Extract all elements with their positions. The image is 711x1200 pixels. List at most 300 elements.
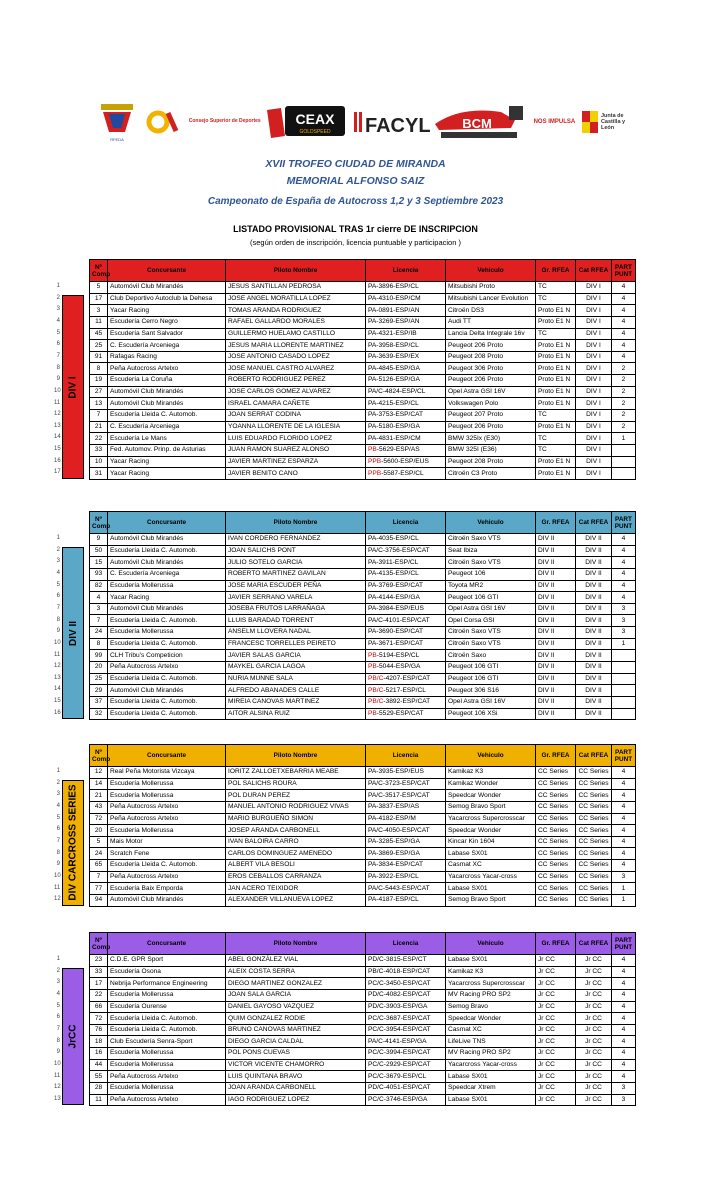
column-header: Nº Comp	[90, 512, 108, 534]
category: DIV I	[576, 316, 612, 328]
driver-name: JAVIER SERRANO VARELA	[226, 592, 366, 604]
license	[366, 421, 446, 433]
row-index: 12	[54, 1084, 61, 1091]
comp-number: 33	[90, 444, 108, 456]
license	[366, 966, 446, 978]
column-header: Nº Comp	[90, 260, 108, 282]
participations	[612, 673, 636, 685]
row-index: 9	[56, 628, 60, 635]
column-header: Piloto Nombre	[226, 512, 366, 534]
license-code: PA-4845-ESP/GA	[368, 364, 420, 372]
driver-name: NURIA MUNNE SALA	[226, 673, 366, 685]
license-code: PA-4310-ESP/CM	[368, 294, 421, 302]
category: DIV II	[576, 662, 612, 674]
driver-name: EROS CEBALLOS CARRANZA	[226, 871, 366, 883]
license-code: PA-3869-ESP/GA	[368, 849, 420, 857]
row-index: 5	[56, 814, 60, 821]
category: CC Series	[576, 813, 612, 825]
vehicle: Opel Astra GSI 16V	[446, 386, 536, 398]
vehicle: Peugeot 106 XSi	[446, 708, 536, 720]
entrant: Automóvil Club Mirandés	[108, 895, 226, 907]
group: TC	[536, 293, 576, 305]
comp-number: 10	[90, 456, 108, 468]
license-code: PD/C-4082-ESP/CAT	[368, 991, 431, 999]
group: Proto E1 N	[536, 316, 576, 328]
group: CC Series	[536, 895, 576, 907]
entrant: Escudería Lleida C. Automob.	[108, 410, 226, 422]
comp-number: 76	[90, 1024, 108, 1036]
license-code: PA-3896-ESP/CL	[368, 283, 419, 291]
participations: 4	[612, 580, 636, 592]
row-index: 7	[56, 604, 60, 611]
column-header: PART PUNT	[612, 745, 636, 767]
division-name: JrCC	[67, 1024, 79, 1049]
comp-number: 33	[90, 966, 108, 978]
comp-number: 25	[90, 340, 108, 352]
group: TC	[536, 282, 576, 294]
participations: 4	[612, 767, 636, 779]
license	[366, 989, 446, 1001]
group: CC Series	[536, 813, 576, 825]
division-name: DIV CARCROSS SERIES	[67, 784, 79, 901]
row-index: 7	[56, 837, 60, 844]
license	[366, 592, 446, 604]
driver-name: DIEGO MARTINEZ GONZALEZ	[226, 978, 366, 990]
entries-table	[89, 744, 636, 907]
group: DIV II	[536, 650, 576, 662]
row-index: 2	[56, 967, 60, 974]
license-code: PA/C-5443-ESP/CAT	[368, 884, 430, 892]
category: CC Series	[576, 836, 612, 848]
vehicle: Peugeot 306 Proto	[446, 363, 536, 375]
license-code: PA/C-4050-ESP/CAT	[368, 826, 430, 834]
group: DIV II	[536, 627, 576, 639]
group: CC Series	[536, 790, 576, 802]
group: CC Series	[536, 767, 576, 779]
group: Proto E1 N	[536, 398, 576, 410]
table-row	[90, 386, 636, 398]
participations: 3	[612, 1083, 636, 1095]
driver-name: JUAN RAMON SUAREZ ALONSO	[226, 444, 366, 456]
participations	[612, 444, 636, 456]
division-label	[62, 968, 84, 1105]
group: Proto E1 N	[536, 351, 576, 363]
table-row	[90, 282, 636, 294]
comp-number: 4	[90, 592, 108, 604]
row-index: 2	[56, 779, 60, 786]
license	[366, 848, 446, 860]
row-index: 9	[56, 1049, 60, 1056]
row-index: 3	[56, 791, 60, 798]
driver-name: GUILLERMO HUELAMO CASTILLO	[226, 328, 366, 340]
column-header: PART PUNT	[612, 512, 636, 534]
category: DIV II	[576, 638, 612, 650]
category: CC Series	[576, 790, 612, 802]
row-index: 2	[56, 294, 60, 301]
participations: 4	[612, 534, 636, 546]
facyl-logo	[354, 104, 431, 140]
participations: 4	[612, 1024, 636, 1036]
comp-number: 15	[90, 557, 108, 569]
group: Proto E1 N	[536, 456, 576, 468]
comp-number: 14	[90, 778, 108, 790]
driver-name: AITOR ALSINA RUIZ	[226, 708, 366, 720]
csd-logo	[146, 107, 261, 137]
category: Jr CC	[576, 1024, 612, 1036]
license-code: PA-4144-ESP/GA	[368, 593, 420, 601]
row-index: 4	[56, 802, 60, 809]
driver-name: VICTOR VICENTE CHAMORRO	[226, 1059, 366, 1071]
row-index: 9	[56, 376, 60, 383]
column-header: PART PUNT	[612, 933, 636, 955]
vehicle: Kincar Kin 1604	[446, 836, 536, 848]
entrant: Escudería Mollerussa	[108, 1083, 226, 1095]
category: Jr CC	[576, 1094, 612, 1106]
vehicle: Citroën Saxo VTS	[446, 557, 536, 569]
vehicle: Lancia Delta Integrale 16v	[446, 328, 536, 340]
license-code: -5194-ESP/CL	[376, 651, 420, 659]
category: Jr CC	[576, 1083, 612, 1095]
driver-name: JOAN SERRAT CODINA	[226, 410, 366, 422]
participations: 4	[612, 282, 636, 294]
vehicle: Citroën Saxo VTS	[446, 638, 536, 650]
license-code: PA/C-4101-ESP/CAT	[368, 616, 430, 624]
category: CC Series	[576, 778, 612, 790]
table-row	[90, 1083, 636, 1095]
license	[366, 836, 446, 848]
championship-title: Campeonato de España de Autocross 1,2 y 3 Septiembre 2023	[207, 196, 504, 207]
column-header: Concursante	[108, 933, 226, 955]
driver-name: JOSE ANTONIO CASADO LOPEZ	[226, 351, 366, 363]
table-row	[90, 557, 636, 569]
category: DIV II	[576, 545, 612, 557]
license-code: PA-4321-ESP/IB	[368, 329, 417, 337]
participations: 3	[612, 627, 636, 639]
category: CC Series	[576, 825, 612, 837]
vehicle: Peugeot 207 Proto	[446, 410, 536, 422]
participations: 4	[612, 557, 636, 569]
vehicle: Toyota MR2	[446, 580, 536, 592]
entrant: Escudería Mollerussa	[108, 989, 226, 1001]
table-row	[90, 650, 636, 662]
license-code: PA/C-3723-ESP/CAT	[368, 779, 430, 787]
participations: 4	[612, 316, 636, 328]
entrant: C. Escudería Arceniega	[108, 421, 226, 433]
row-index: 17	[54, 469, 61, 476]
group: DIV II	[536, 673, 576, 685]
group: Proto E1 N	[536, 421, 576, 433]
column-header: Piloto Nombre	[226, 933, 366, 955]
entrant: Mais Motor	[108, 836, 226, 848]
participations: 4	[612, 340, 636, 352]
category: DIV I	[576, 468, 612, 480]
table-row	[90, 580, 636, 592]
license	[366, 534, 446, 546]
group: CC Series	[536, 860, 576, 872]
table-row	[90, 1024, 636, 1036]
participations: 4	[612, 978, 636, 990]
row-index: 4	[56, 317, 60, 324]
participations: 4	[612, 813, 636, 825]
license	[366, 1059, 446, 1071]
table-row	[90, 978, 636, 990]
row-index: 8	[56, 364, 60, 371]
category: CC Series	[576, 895, 612, 907]
driver-name: POL SALICHS ROURA	[226, 778, 366, 790]
driver-name: MAYKEL GARCIA LAGOA	[226, 662, 366, 674]
row-index: 3	[56, 558, 60, 565]
row-index: 1	[56, 956, 60, 962]
table-row	[90, 708, 636, 720]
vehicle: BMW 325I (E36)	[446, 444, 536, 456]
driver-name: DANIEL GAYOSO VAZQUEZ	[226, 1001, 366, 1013]
table-row	[90, 375, 636, 387]
entrant: Escudería Lleida C. Automob.	[108, 696, 226, 708]
driver-name: RAFAEL GALLARDO MORALES	[226, 316, 366, 328]
driver-name: ABEL GONZÁLEZ VIAL	[226, 955, 366, 967]
column-header: Nº Comp	[90, 745, 108, 767]
group: TC	[536, 328, 576, 340]
column-header: Concursante	[108, 745, 226, 767]
table-row	[90, 603, 636, 615]
group: Jr CC	[536, 1059, 576, 1071]
participations	[612, 650, 636, 662]
vehicle: Mitsubishi Proto	[446, 282, 536, 294]
license-code: PA-4182-ESP/M	[368, 814, 416, 822]
driver-name: LLUIS BARADAD TORRENT	[226, 615, 366, 627]
category: DIV I	[576, 456, 612, 468]
driver-name: JOSE MANUEL CASTRO ALVAREZ	[226, 363, 366, 375]
group: Proto E1 N	[536, 340, 576, 352]
table-row	[90, 662, 636, 674]
category: Jr CC	[576, 1001, 612, 1013]
entries-table	[89, 259, 636, 480]
row-index: 1	[56, 535, 60, 541]
table-row	[90, 1059, 636, 1071]
category: CC Series	[576, 848, 612, 860]
row-index: 16	[54, 709, 61, 716]
column-header: Cat RFEA	[576, 260, 612, 282]
license-prefix: PB/C	[368, 675, 384, 682]
group: Proto E1 N	[536, 468, 576, 480]
entrant: Peña Autocross Artelxo	[108, 871, 226, 883]
license	[366, 545, 446, 557]
category: DIV I	[576, 305, 612, 317]
table-row	[90, 351, 636, 363]
participations: 4	[612, 836, 636, 848]
column-header: Licencia	[366, 260, 446, 282]
entrant: Peña Autocross Artelxo	[108, 1071, 226, 1083]
vehicle: Labase SX01	[446, 1094, 536, 1106]
entrant: Escudería Lleida C. Automob.	[108, 545, 226, 557]
table-row	[90, 328, 636, 340]
license	[366, 1071, 446, 1083]
group: TC	[536, 444, 576, 456]
entrant: Real Peña Motorista Vizcaya	[108, 767, 226, 779]
participations	[612, 708, 636, 720]
license-code: PD/C-3815-ESP/CT	[368, 956, 427, 964]
table-row	[90, 989, 636, 1001]
row-index: 5	[56, 1002, 60, 1009]
category: Jr CC	[576, 1071, 612, 1083]
driver-name: DIEGO GARCIA CALDAL	[226, 1036, 366, 1048]
driver-name: JAVIER SALAS GARCIA	[226, 650, 366, 662]
driver-name: JAVIER MARTINEZ ESPARZA	[226, 456, 366, 468]
row-index: 15	[54, 698, 61, 705]
entrant: Escudería Sant Salvador	[108, 328, 226, 340]
table-row	[90, 444, 636, 456]
table-row	[90, 966, 636, 978]
comp-number: 44	[90, 1059, 108, 1071]
entrant: Escudería Baix Emporda	[108, 883, 226, 895]
participations: 4	[612, 568, 636, 580]
comp-number: 65	[90, 860, 108, 872]
participations: 4	[612, 1048, 636, 1060]
comp-number: 32	[90, 708, 108, 720]
license-code: PC/C-3679-ESP/CL	[368, 1072, 427, 1080]
participations: 4	[612, 825, 636, 837]
vehicle: Citroën Saxo VTS	[446, 534, 536, 546]
driver-name: ALEXANDER VILLANUEVA LOPEZ	[226, 895, 366, 907]
comp-number: 3	[90, 603, 108, 615]
entrant: Peña Autocross Artelxo	[108, 1094, 226, 1106]
category: Jr CC	[576, 966, 612, 978]
comp-number: 21	[90, 790, 108, 802]
entrant: Yacar Racing	[108, 456, 226, 468]
table-row	[90, 848, 636, 860]
license-code: -5629-ESP/AS	[376, 446, 420, 454]
category: DIV II	[576, 557, 612, 569]
group: DIV II	[536, 696, 576, 708]
vehicle: BMW 325Ix (E30)	[446, 433, 536, 445]
participations	[612, 662, 636, 674]
comp-number: 12	[90, 767, 108, 779]
entrant: Escudería Lleida C. Automob.	[108, 638, 226, 650]
division-label	[62, 780, 84, 906]
category: DIV II	[576, 580, 612, 592]
comp-number: 72	[90, 1013, 108, 1025]
category: Jr CC	[576, 1059, 612, 1071]
entries-table	[89, 511, 636, 720]
row-index: 4	[56, 990, 60, 997]
participations: 4	[612, 1001, 636, 1013]
vehicle: Opel Astra GSI 16V	[446, 603, 536, 615]
license	[366, 883, 446, 895]
entrant: Escudería Mollerussa	[108, 580, 226, 592]
license	[366, 825, 446, 837]
comp-number: 29	[90, 685, 108, 697]
column-header: Cat RFEA	[576, 933, 612, 955]
category: Jr CC	[576, 989, 612, 1001]
participations: 2	[612, 375, 636, 387]
category: DIV II	[576, 673, 612, 685]
row-index: 11	[54, 651, 61, 658]
table-row	[90, 363, 636, 375]
driver-name: JULIO SOTELO GARCIA	[226, 557, 366, 569]
comp-number: 8	[90, 363, 108, 375]
license	[366, 673, 446, 685]
row-index: 11	[54, 884, 61, 891]
entrant: Automóvil Club Mirandés	[108, 282, 226, 294]
comp-number: 11	[90, 1094, 108, 1106]
row-index: 2	[56, 546, 60, 553]
comp-number: 16	[90, 1048, 108, 1060]
participations: 3	[612, 603, 636, 615]
column-header: Piloto Nombre	[226, 260, 366, 282]
driver-name: IORITZ ZALLOETXEBARRIA MEABE	[226, 767, 366, 779]
vehicle: Speedcar Wonder	[446, 790, 536, 802]
category: Jr CC	[576, 978, 612, 990]
row-index: 7	[56, 352, 60, 359]
row-index: 12	[54, 411, 61, 418]
license-code: PA-5180-ESP/GA	[368, 423, 420, 430]
license-code: -5600-ESP/EUS	[381, 457, 429, 465]
row-index: 6	[56, 593, 60, 600]
license-code: PA-3834-ESP/CAT	[368, 861, 424, 869]
entrant: Yacar Racing	[108, 592, 226, 604]
table-header-row	[90, 260, 636, 282]
license	[366, 386, 446, 398]
driver-name: BRUNO CANOVAS MARTINEZ	[226, 1024, 366, 1036]
license-code: PA-5126-ESP/GA	[368, 376, 420, 384]
license	[366, 650, 446, 662]
table-row	[90, 801, 636, 813]
column-header: Vehiculo	[446, 512, 536, 534]
license-code: PC/C-3994-ESP/CAT	[368, 1049, 431, 1057]
table-row	[90, 1036, 636, 1048]
table-row	[90, 638, 636, 650]
table-row	[90, 1071, 636, 1083]
table-row	[90, 568, 636, 580]
entrant: Automóvil Club Mirandés	[108, 386, 226, 398]
vehicle: Kamikaz K3	[446, 767, 536, 779]
license	[366, 456, 446, 468]
entrant: Nebrija Performance Engineering	[108, 978, 226, 990]
vehicle: Volkswagen Polo	[446, 398, 536, 410]
table-row	[90, 825, 636, 837]
row-index: 6	[56, 826, 60, 833]
license-code: PA-3935-ESP/EUS	[368, 768, 424, 776]
license-code: PA/C-4824-ESP/CL	[368, 388, 426, 396]
category: DIV I	[576, 293, 612, 305]
license	[366, 871, 446, 883]
license-code: PA-3911-ESP/CL	[368, 558, 419, 566]
entrant: Automóvil Club Mirandés	[108, 557, 226, 569]
license	[366, 1094, 446, 1106]
driver-name: ALFREDO ABANADES CALLE	[226, 685, 366, 697]
group: Jr CC	[536, 1071, 576, 1083]
comp-number: 5	[90, 282, 108, 294]
row-index: 16	[54, 457, 61, 464]
entrant: Automóvil Club Mirandés	[108, 685, 226, 697]
row-index: 15	[54, 446, 61, 453]
listing-title: LISTADO PROVISIONAL TRAS 1r cierre DE INSCRIPCION	[233, 224, 478, 234]
entrant: Club Escudería Senra-Sport	[108, 1036, 226, 1048]
license	[366, 398, 446, 410]
comp-number: 18	[90, 1036, 108, 1048]
driver-name: QUIM GONZALEZ RODIE	[226, 1013, 366, 1025]
license	[366, 568, 446, 580]
entrant: Automóvil Club Mirandés	[108, 398, 226, 410]
vehicle: Opel Corsa GSI	[446, 615, 536, 627]
entrant: Escudería Mollerussa	[108, 790, 226, 802]
table-header-row	[90, 745, 636, 767]
driver-name: YOANNA LLORENTE DE LA IGLESIA	[226, 421, 366, 433]
row-index: 14	[54, 434, 61, 441]
vehicle: Citroën DS3	[446, 305, 536, 317]
driver-name: ROBERTO RODRIGUEZ PEREZ	[226, 375, 366, 387]
jcyl-logo: Junta de Castilla y León	[582, 111, 635, 133]
